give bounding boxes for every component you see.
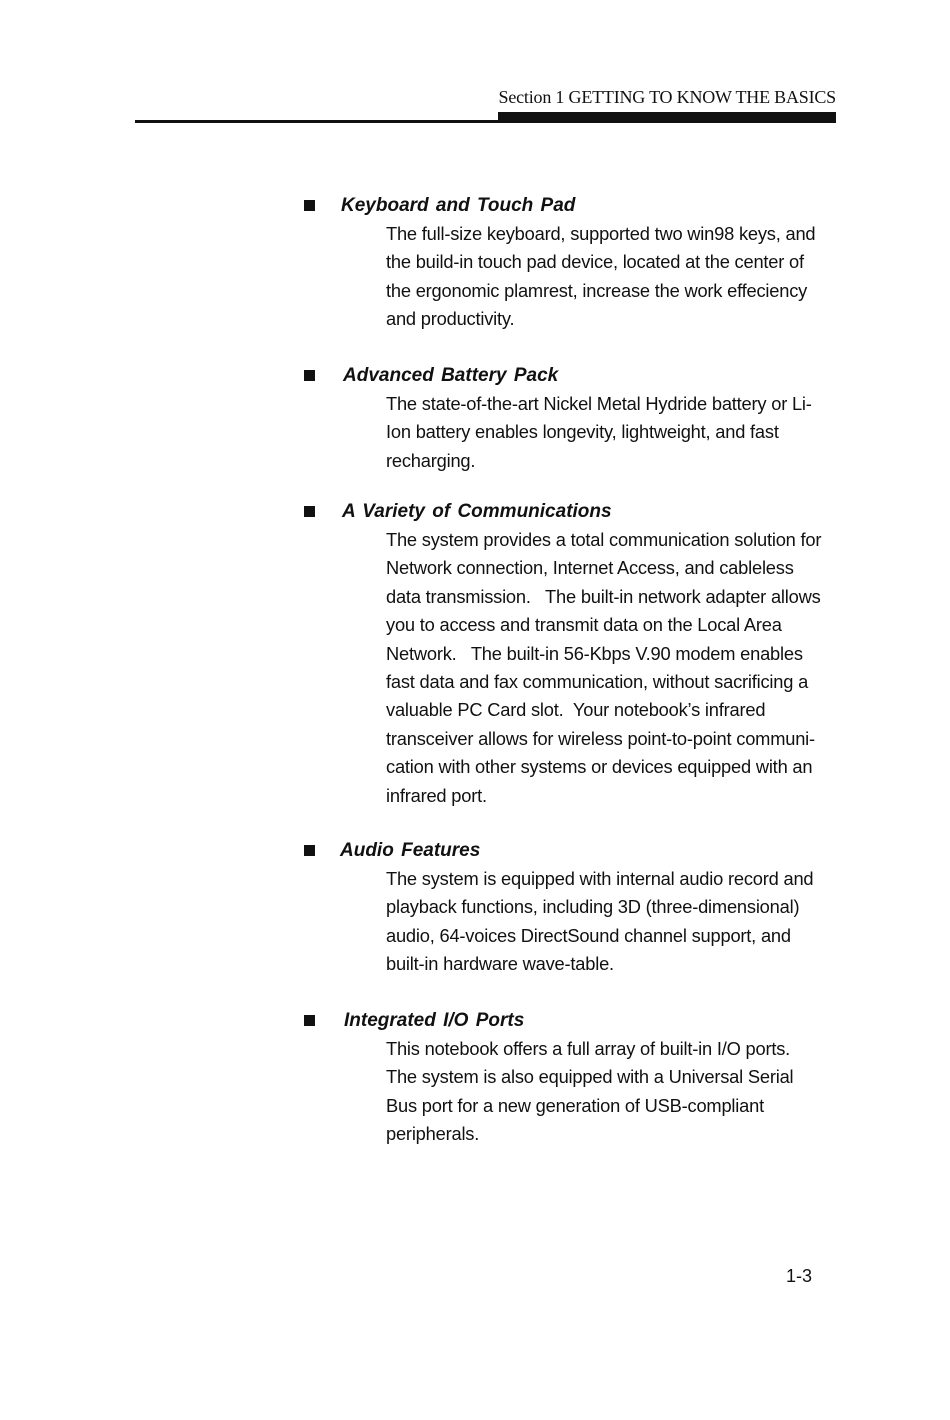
- feature-heading: [300, 837, 845, 865]
- description-line: data transmission. The built-in network adapter allows: [386, 585, 821, 607]
- feature-title: Advanced Battery Pack: [343, 365, 559, 386]
- feature-heading: [300, 362, 845, 390]
- description-line: and productivity.: [386, 308, 515, 330]
- description-line: The full-size keyboard, supported two win98 keys, and: [386, 223, 816, 244]
- feature-communications: [300, 498, 845, 810]
- feature-title: A Variety of Communications: [342, 501, 612, 522]
- feature-description: [386, 1035, 845, 1149]
- square-bullet-icon: [304, 506, 315, 517]
- description-line: valuable PC Card slot. Your notebook’s infrared: [386, 699, 766, 721]
- square-bullet-icon: [304, 845, 315, 856]
- description-line: The system provides a total communication solution for: [386, 529, 822, 550]
- description-line: the ergonomic plamrest, increase the work effeciency: [386, 279, 808, 301]
- feature-audio: [300, 837, 845, 979]
- square-bullet-icon: [304, 1015, 315, 1026]
- description-line: This notebook offers a full array of built-in I/O ports.: [386, 1038, 791, 1059]
- description-line: transceiver allows for wireless point-to-point communi-: [386, 727, 815, 749]
- description-line: built-in hardware wave-table.: [386, 953, 614, 975]
- description-line: you to access and transmit data on the Local Area: [386, 614, 782, 636]
- description-line: Ion battery enables longevity, lightweight, and fast: [386, 421, 779, 443]
- feature-battery-pack: [300, 362, 845, 475]
- section-header-title: Section 1 GETTING TO KNOW THE BASICS: [498, 87, 836, 107]
- feature-title: Keyboard and Touch Pad: [341, 195, 576, 216]
- description-line: audio, 64-voices DirectSound channel support, and: [386, 924, 791, 946]
- description-line: cation with other systems or devices equipped with an: [386, 756, 813, 778]
- feature-description: [386, 390, 845, 475]
- feature-title: Integrated I/O Ports: [344, 1010, 525, 1031]
- description-line: peripherals.: [386, 1123, 480, 1145]
- description-line: The state-of-the-art Nickel Metal Hydride battery or Li-: [386, 393, 812, 414]
- feature-title: Audio Features: [340, 840, 481, 861]
- feature-heading: [300, 498, 845, 526]
- feature-description: [386, 526, 845, 810]
- square-bullet-icon: [304, 200, 315, 211]
- feature-heading: [300, 192, 845, 220]
- feature-heading: [300, 1007, 845, 1035]
- description-line: The system is also equipped with a Universal Serial: [386, 1066, 794, 1088]
- feature-io-ports: [300, 1007, 845, 1149]
- page-number: 1-3: [786, 1266, 813, 1286]
- feature-description: [386, 220, 845, 334]
- description-line: the build-in touch pad device, located at the center of: [386, 251, 804, 273]
- description-line: recharging.: [386, 449, 476, 471]
- description-line: fast data and fax communication, without sacrificing a: [386, 671, 809, 693]
- description-line: infrared port.: [386, 784, 487, 806]
- square-bullet-icon: [304, 370, 315, 381]
- description-line: Network connection, Internet Access, and cableless: [386, 557, 794, 579]
- feature-keyboard-touchpad: [300, 192, 845, 334]
- feature-description: [386, 865, 845, 979]
- description-line: Bus port for a new generation of USB-compliant: [386, 1094, 764, 1116]
- header-rule-thick: [498, 112, 836, 123]
- description-line: The system is equipped with internal audio record and: [386, 868, 814, 889]
- header-rule-thin: [135, 120, 500, 123]
- description-line: Network. The built-in 56-Kbps V.90 modem enables: [386, 642, 803, 664]
- description-line: playback functions, including 3D (three-dimensional): [386, 896, 800, 918]
